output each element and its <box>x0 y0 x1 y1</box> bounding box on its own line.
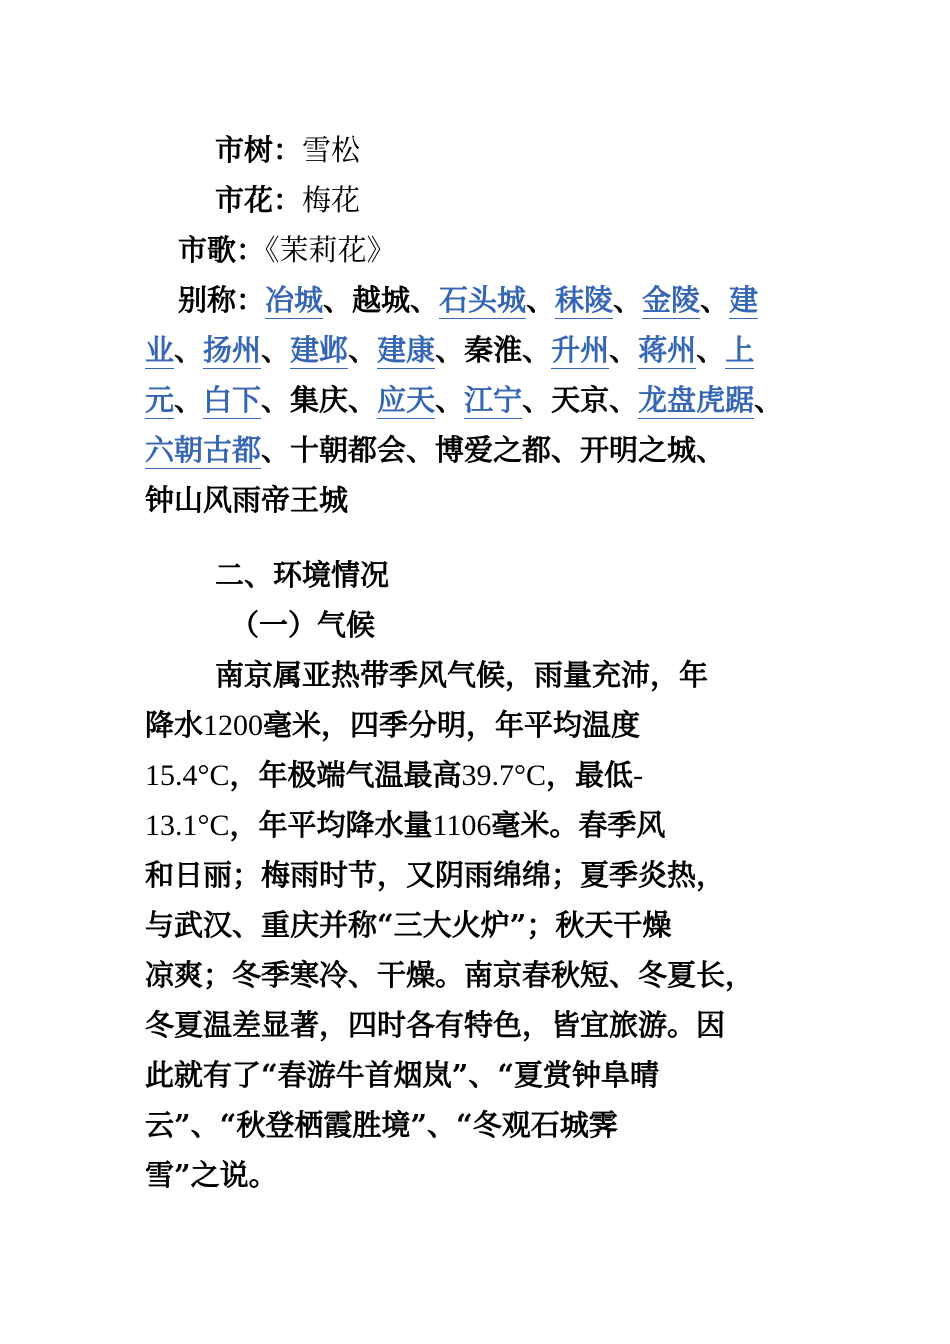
climate-line <box>145 1100 825 1150</box>
alias-link[interactable]: 冶城 <box>265 283 324 317</box>
climate-text: 冬夏温差显著，四时各有特色，皆宜旅游。因 <box>145 1008 726 1042</box>
alias-link[interactable]: 龙盘虎踞 <box>638 383 755 417</box>
climate-line <box>145 800 825 851</box>
alias-text: 、十朝都会、博爱之都、开明之城、 <box>261 433 726 467</box>
alias-text: 、 <box>174 383 204 417</box>
climate-text: 毫米，四季分明，年平均温度 <box>263 708 641 742</box>
alias-link[interactable]: 建 <box>729 283 759 317</box>
alias-link[interactable]: 六朝古都 <box>145 433 262 467</box>
section-title: 二、环境情况 <box>215 558 390 592</box>
climate-text: 毫米。春季风 <box>491 808 666 842</box>
climate-text: 雪”之说。 <box>145 1158 278 1192</box>
climate-text: 凉爽；冬季寒冷、干燥。南京春秋短、冬夏长， <box>145 958 755 992</box>
alias-link[interactable]: 建邺 <box>290 333 349 367</box>
city-flower-label: 市花： <box>215 183 303 217</box>
alias-link[interactable]: 元 <box>145 383 175 417</box>
city-song-row <box>178 225 858 275</box>
alias-link[interactable]: 应天 <box>377 383 436 417</box>
climate-number: 1200 <box>203 709 264 742</box>
climate-text: ，年极端气温最高 <box>229 758 462 792</box>
alias-segments <box>265 283 758 319</box>
alias-link[interactable]: 江宁 <box>464 383 523 417</box>
alias-link[interactable]: 秣陵 <box>555 283 614 317</box>
alias-text: 、 <box>613 283 643 317</box>
alias-line-5 <box>145 475 825 525</box>
section-subtitle: （一）气候 <box>230 608 376 642</box>
alias-link[interactable]: 业 <box>145 333 175 367</box>
city-flower-row <box>215 175 895 225</box>
alias-text: 、越城、 <box>323 283 440 317</box>
alias-link[interactable]: 金陵 <box>642 283 701 317</box>
alias-text: 、 <box>526 283 556 317</box>
climate-line <box>215 650 895 700</box>
alias-text: 钟山风雨帝王城 <box>145 483 349 517</box>
city-flower-value: 梅花 <box>302 183 361 217</box>
alias-text: 、 <box>754 383 784 417</box>
alias-link[interactable]: 白下 <box>203 383 262 417</box>
climate-text: 南京属亚热带季风气候，雨量充沛，年 <box>215 658 709 692</box>
climate-text: 云”、“秋登栖霞胜境”、“冬观石城霁 <box>145 1108 618 1142</box>
alias-link[interactable]: 石头城 <box>439 283 527 317</box>
climate-text: ，最低 <box>546 758 634 792</box>
alias-link[interactable]: 扬州 <box>203 333 262 367</box>
alias-text: 、 <box>700 283 730 317</box>
alias-link[interactable]: 建康 <box>377 333 436 367</box>
alias-line-3 <box>145 375 825 425</box>
alias-text: 、 <box>261 333 291 367</box>
alias-link[interactable]: 升州 <box>551 333 610 367</box>
climate-number: - <box>633 759 644 792</box>
climate-line <box>145 1000 825 1050</box>
climate-line <box>145 850 825 900</box>
alias-text: 、天京、 <box>522 383 639 417</box>
alias-label: 别称： <box>178 283 266 317</box>
climate-line <box>145 950 825 1000</box>
city-song-label: 市歌： <box>178 233 266 267</box>
alias-text: 、 <box>609 333 639 367</box>
climate-number: 39.7°C <box>461 759 547 792</box>
alias-line-2 <box>145 325 825 375</box>
alias-line-1 <box>178 275 858 325</box>
climate-text: 与武汉、重庆并称“三大火炉”；秋天干燥 <box>145 908 672 942</box>
climate-line <box>145 1150 825 1200</box>
climate-text: ，年平均降水量 <box>229 808 433 842</box>
alias-text: 、 <box>696 333 726 367</box>
alias-link[interactable]: 上 <box>725 333 755 367</box>
climate-text: 和日丽；梅雨时节，又阴雨绵绵；夏季炎热， <box>145 858 726 892</box>
climate-text: 降水 <box>145 708 204 742</box>
climate-text: 此就有了“春游牛首烟岚”、“夏赏钟阜晴 <box>145 1058 660 1092</box>
climate-line <box>145 750 825 801</box>
climate-line <box>145 1050 825 1100</box>
alias-text: 、 <box>174 333 204 367</box>
alias-segments <box>145 433 725 469</box>
alias-line-4 <box>145 425 825 475</box>
climate-number: 1106 <box>432 809 492 842</box>
climate-line <box>145 900 825 950</box>
climate-number: 15.4°C <box>145 759 230 792</box>
climate-number: 13.1°C <box>145 809 230 842</box>
climate-line <box>145 700 825 751</box>
alias-text: 、 <box>435 383 465 417</box>
alias-text: 、秦淮、 <box>435 333 552 367</box>
city-song-value: 《茉莉花》 <box>265 233 396 267</box>
alias-text: 、集庆、 <box>261 383 378 417</box>
alias-segments <box>145 483 348 517</box>
alias-text: 、 <box>348 333 378 367</box>
alias-segments <box>145 383 783 419</box>
city-tree-row <box>215 125 895 175</box>
alias-link[interactable]: 蒋州 <box>638 333 697 367</box>
alias-segments <box>145 333 754 369</box>
city-tree-value: 雪松 <box>302 133 361 167</box>
city-tree-label: 市树： <box>215 133 303 167</box>
